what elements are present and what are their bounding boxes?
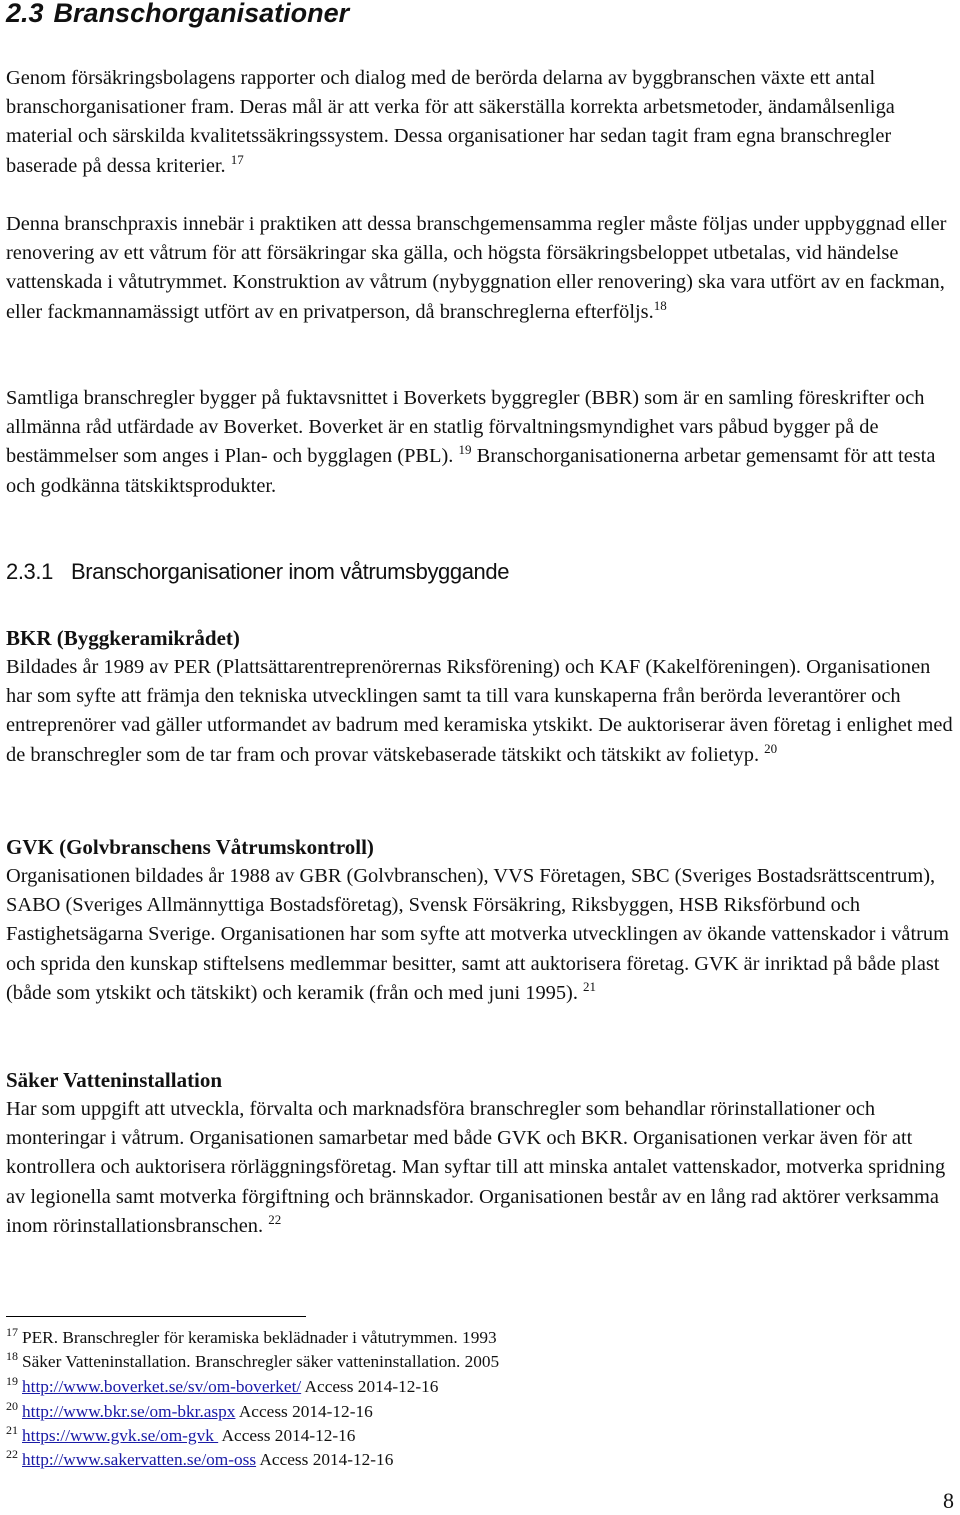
- footnote-number: 17: [6, 1325, 18, 1339]
- page-number: 8: [943, 1488, 954, 1513]
- org-text-saker-vatten-body: Har som uppgift att utveckla, förvalta och marknadsföra branschregler som behandlar rörinstallationer och monteringar i våtrum. Organisationen samarbetar med både GVK och BKR. Organisationen verkar även för att kontrollera och auktorisera rörläggningsföretag. Man syftar till att minska antalet vattenskador, motverka spridning av legionella samt motverka förgiftning och brännskador. Organisationen består av en lång rad aktörer verksamma inom rörinstallationsbranschen.: [6, 1098, 946, 1237]
- footnote-text: Access 2014-12-16: [221, 1426, 356, 1445]
- paragraph-1-text: Genom försäkringsbolagens rapporter och dialog med de berörda delarna av byggbranschen växte ett antal branschorganisationer fram. Deras mål är att verka för att säkerställa korrekta arbetsmetoder, ändamålsenliga material och särskilda kvalitetssäkringssystem. Dessa organisationer har sedan tagit fram egna branschregler baserade på dessa kriterier.: [6, 67, 895, 177]
- org-text-bkr: [6, 653, 956, 770]
- subsection-number: 2.3.1: [6, 559, 53, 584]
- footnote-18: [6, 1350, 499, 1374]
- footnote-22: [6, 1448, 393, 1472]
- footnote-text: Access 2014-12-16: [259, 1450, 394, 1469]
- footnote-text: PER. Branschregler för keramiska beklädnader i våtutrymmen. 1993: [22, 1328, 497, 1347]
- subsection-heading: [6, 557, 509, 587]
- footnote-text: Säker Vatteninstallation. Branschregler säker vatteninstallation. 2005: [22, 1352, 500, 1371]
- footnote-number: 21: [6, 1423, 18, 1437]
- org-text-gvk: [6, 862, 956, 1008]
- footnote-number: 20: [6, 1399, 18, 1413]
- footnote-ref-19[interactable]: 19: [458, 442, 472, 458]
- section-heading: [6, 0, 349, 30]
- paragraph-3: [6, 384, 956, 501]
- footnote-19: [6, 1375, 438, 1399]
- footnote-link-gvk[interactable]: https://www.gvk.se/om-gvk: [22, 1426, 219, 1445]
- org-heading-gvk: GVK (Golvbranschens Våtrumskontroll): [6, 835, 374, 859]
- footnote-number: 19: [6, 1374, 18, 1388]
- footnote-number: 22: [6, 1447, 18, 1461]
- footnote-17: [6, 1326, 497, 1350]
- org-text-bkr-body: Bildades år 1989 av PER (Plattsättarentreprenörernas Riksförening) och KAF (Kakelföreningen). Organisationen har som syfte att främja den tekniska utvecklingen samt ta till vara kunskaperna från berörda leverantörer och entreprenörer vad gäller utformandet av badrum med keramiska ytskikt. De auktoriserar även företag i enlighet med de branschregler som de tar fram och provar vätskebaserade tätskikt och tätskikt av folietyp.: [6, 656, 953, 766]
- paragraph-2: [6, 210, 956, 327]
- org-heading-bkr: BKR (Byggkeramikrådet): [6, 626, 240, 650]
- footnote-link-bkr[interactable]: http://www.bkr.se/om-bkr.aspx: [22, 1402, 236, 1421]
- footnote-text: Access 2014-12-16: [304, 1377, 439, 1396]
- paragraph-3-text-cont: Branschorganisationerna arbetar gemensamt för att testa och godkänna tätskiktsprodukter.: [6, 445, 936, 497]
- org-text-gvk-body: Organisationen bildades år 1988 av GBR (Golvbranschen), VVS Företagen, SBC (Sveriges Bostadsrättscentrum), SABO (Sveriges Allmännyttiga Bostadsföretag), Svensk Försäkring, Riksbyggen, HSB Riksförbund och Fastighetsägarna Sverige. Organisationen har som syfte att motverka utvecklingen av ökande vattenskador i våtrum och sprida den kunskap stiftelsens medlemmar besitter, samt att auktorisera företag. GVK är inriktad på både plast (både som ytskikt och tätskikt) och keramik (från och med juni 1995).: [6, 865, 949, 1004]
- footnote-20: [6, 1400, 373, 1424]
- paragraph-1: [6, 64, 956, 181]
- section-number: 2.3: [6, 0, 44, 28]
- footnote-number: 18: [6, 1349, 18, 1363]
- org-heading-saker-vatten: Säker Vatteninstallation: [6, 1068, 223, 1092]
- footnote-21: [6, 1424, 355, 1448]
- footnote-ref-20[interactable]: 20: [764, 740, 778, 756]
- org-text-saker-vatten: [6, 1095, 956, 1241]
- subsection-title: Branschorganisationer inom våtrumsbyggande: [70, 559, 510, 584]
- footnote-link-boverket[interactable]: http://www.boverket.se/sv/om-boverket/: [22, 1377, 302, 1396]
- footnote-link-sakervatten[interactable]: http://www.sakervatten.se/om-oss: [22, 1450, 257, 1469]
- section-title: Branschorganisationer: [53, 0, 350, 28]
- footnote-ref-22[interactable]: 22: [268, 1211, 282, 1227]
- footnote-ref-17[interactable]: 17: [230, 151, 244, 167]
- paragraph-3-text: Samtliga branschregler bygger på fuktavsnittet i Boverkets byggregler (BBR) som är en samling föreskrifter och allmänna råd utfärdade av Boverket. Boverket är en statlig förvaltningsmyndighet vars påbud bygger på de bestämmelser som anges i Plan- och bygglagen (PBL).: [6, 387, 925, 468]
- footnote-text: Access 2014-12-16: [238, 1402, 373, 1421]
- footnote-divider: [6, 1316, 306, 1317]
- paragraph-2-text: Denna branschpraxis innebär i praktiken att dessa branschgemensamma regler måste följas under uppbyggnad eller renovering av ett våtrum för att försäkringar ska gälla, och högsta försäkringsbeloppet utbetalas, vid händelse vattenskada i våtutrymmet. Konstruktion av våtrum (nybyggnation eller renovering) ska vara utfört av en fackman, eller fackmannamässigt utfört av en privatperson, då branschreglerna efterföljs.: [6, 213, 947, 323]
- footnote-ref-18[interactable]: 18: [653, 297, 667, 313]
- footnote-ref-21[interactable]: 21: [583, 978, 597, 994]
